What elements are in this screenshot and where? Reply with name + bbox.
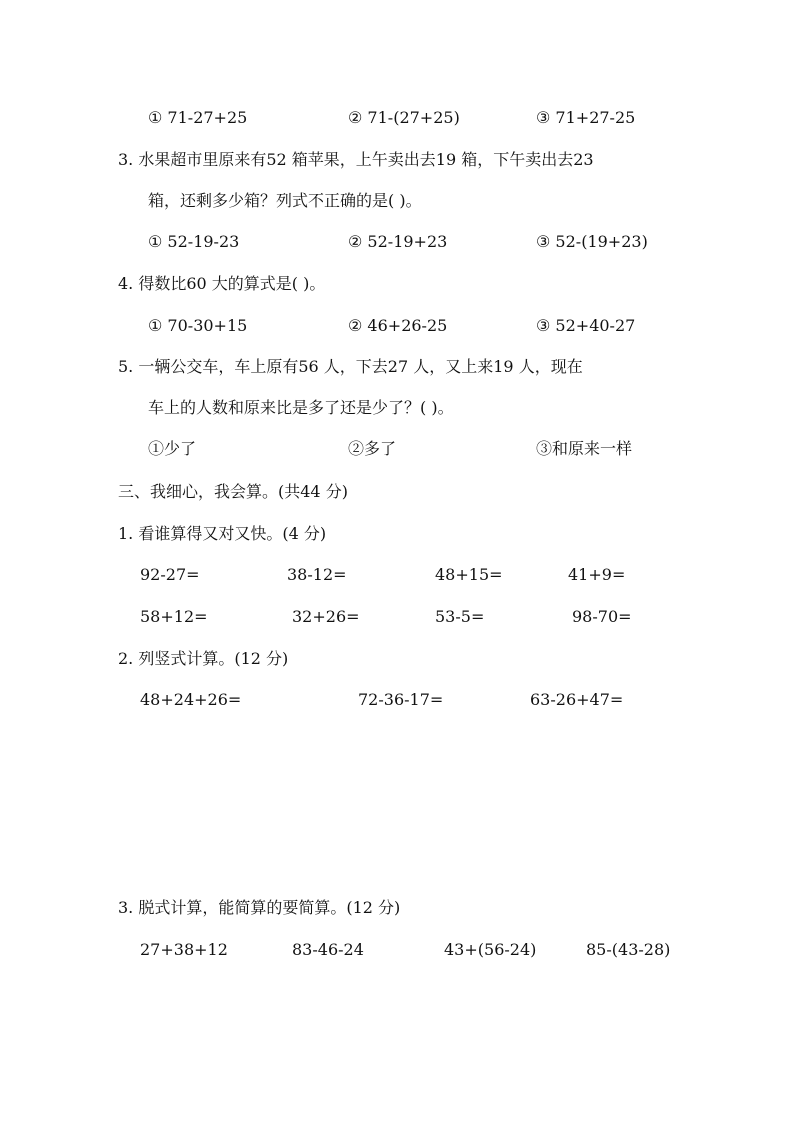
- vertical-calc-item: 63-26+47=: [530, 690, 624, 709]
- vertical-calc-item: 72-36-17=: [358, 690, 444, 709]
- q5-option-2: ②多了: [348, 439, 397, 458]
- mental-calc-item: 92-27=: [140, 565, 200, 584]
- mental-calc-item: 98-70=: [572, 607, 632, 626]
- q4-option-3: ③ 52+40-27: [536, 316, 636, 335]
- section3-title: 三、我细心，我会算。(共44 分): [118, 482, 348, 501]
- q3-option-2: ② 52-19+23: [348, 232, 448, 251]
- q5-option-1: ①少了: [148, 439, 197, 458]
- part3-title: 3. 脱式计算，能简算的要简算。(12 分): [118, 898, 401, 917]
- q5-text-line1: 5. 一辆公交车，车上原有56 人，下去27 人，又上来19 人，现在: [118, 357, 583, 376]
- q3-text-line2: 箱，还剩多少箱？列式不正确的是( )。: [148, 191, 422, 210]
- q3-text-line1: 3. 水果超市里原来有52 箱苹果，上午卖出去19 箱，下午卖出去23: [118, 150, 594, 169]
- mental-calc-item: 53-5=: [435, 607, 485, 626]
- q3-option-1: ① 52-19-23: [148, 232, 240, 251]
- mental-calc-item: 32+26=: [292, 607, 360, 626]
- q4-option-1: ① 70-30+15: [148, 316, 248, 335]
- q5-text-line2: 车上的人数和原来比是多了还是少了？( )。: [148, 398, 454, 417]
- stepwise-calc-item: 83-46-24: [292, 940, 364, 959]
- q4-text: 4. 得数比60 大的算式是( )。: [118, 274, 326, 293]
- q3-option-3: ③ 52-(19+23): [536, 232, 648, 251]
- prev-option-2: ② 71-(27+25): [348, 108, 460, 127]
- q5-option-3: ③和原来一样: [536, 439, 633, 458]
- vertical-calc-item: 48+24+26=: [140, 690, 242, 709]
- stepwise-calc-item: 27+38+12: [140, 940, 228, 959]
- stepwise-calc-item: 43+(56-24): [444, 940, 537, 959]
- part1-title: 1. 看谁算得又对又快。(4 分): [118, 524, 327, 543]
- mental-calc-item: 38-12=: [287, 565, 347, 584]
- mental-calc-item: 48+15=: [435, 565, 503, 584]
- prev-option-1: ① 71-27+25: [148, 108, 248, 127]
- mental-calc-item: 41+9=: [568, 565, 626, 584]
- prev-option-3: ③ 71+27-25: [536, 108, 636, 127]
- part2-title: 2. 列竖式计算。(12 分): [118, 649, 289, 668]
- q4-option-2: ② 46+26-25: [348, 316, 448, 335]
- stepwise-calc-item: 85-(43-28): [586, 940, 671, 959]
- mental-calc-item: 58+12=: [140, 607, 208, 626]
